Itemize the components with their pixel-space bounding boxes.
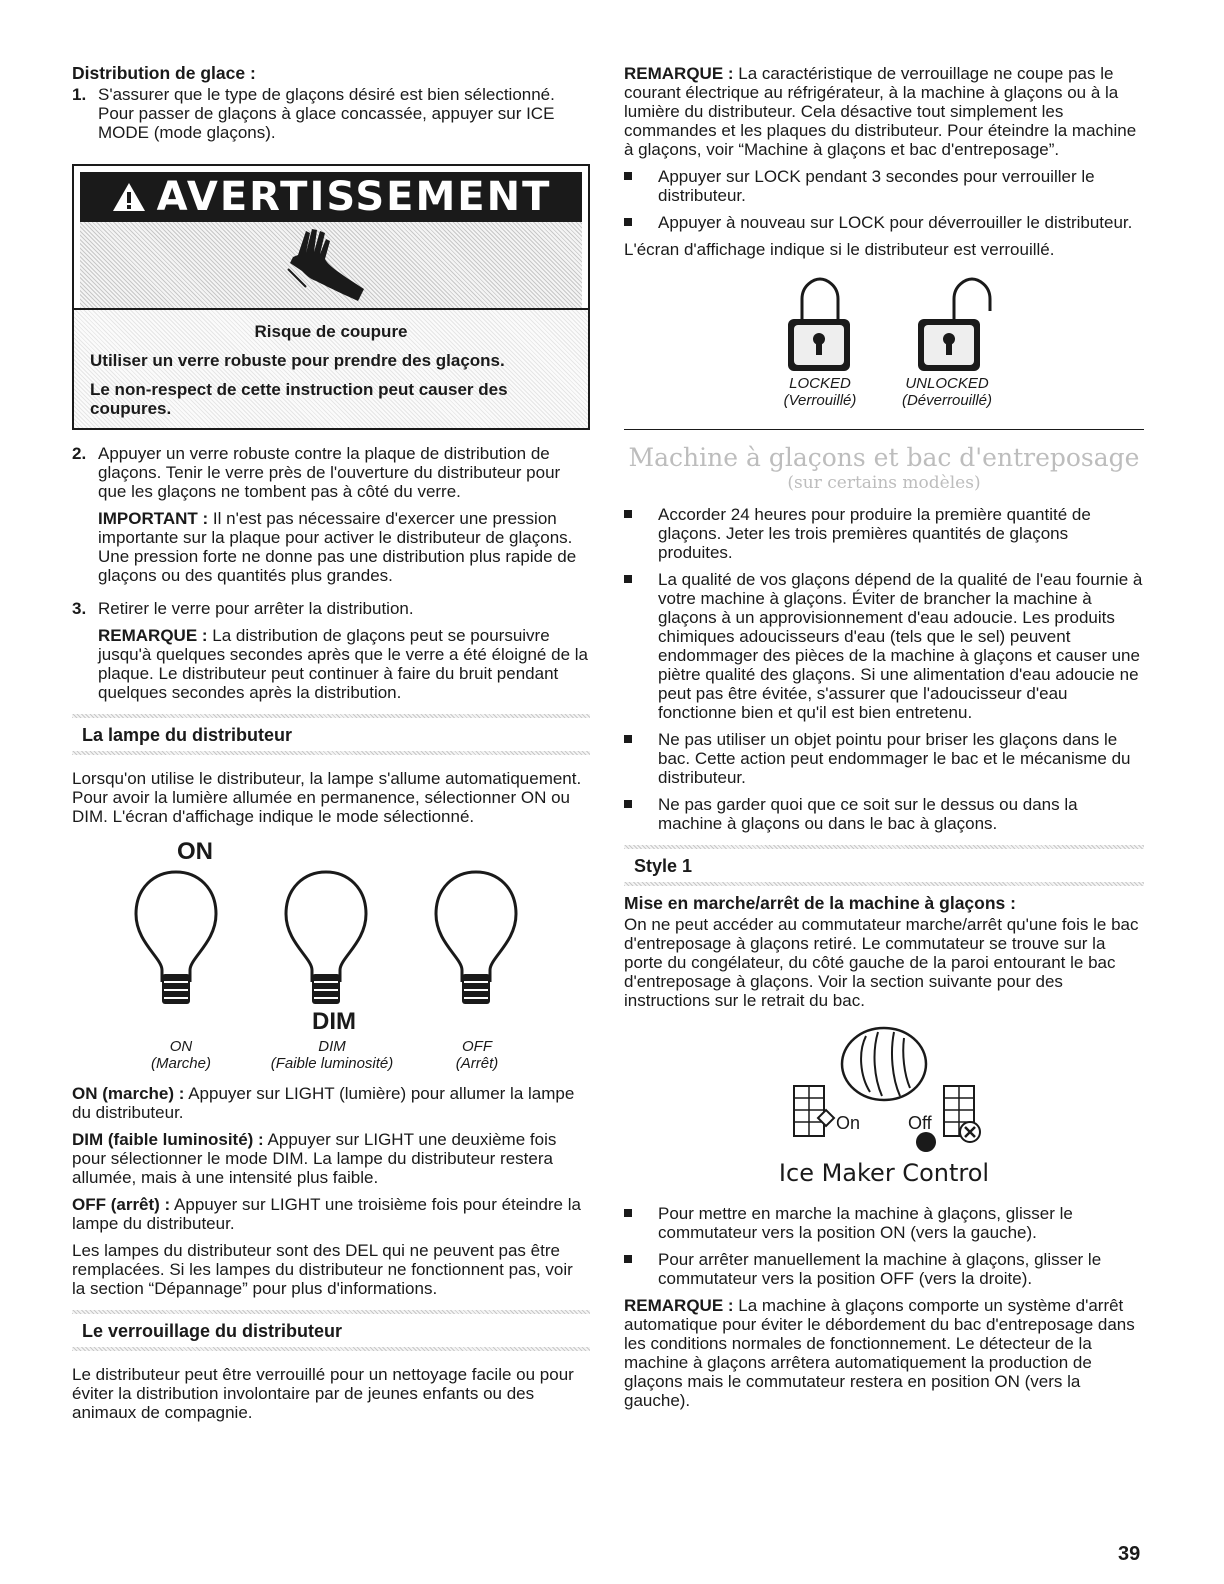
bulb-dim-label: DIM xyxy=(312,1008,356,1035)
warning-title: AVERTISSEMENT xyxy=(156,173,552,220)
step-1-number: 1. xyxy=(72,85,87,104)
warning-risk: Risque de coupure xyxy=(254,322,408,341)
ice-bin-on-icon xyxy=(794,1086,834,1136)
bulb-figure xyxy=(72,834,590,1070)
ice-bullet-1: Accorder 24 heures pour produire la première quantité de glaçons. Jeter les trois premières quantités de glaçons produites. xyxy=(624,505,1144,562)
style-heading: Style 1 xyxy=(634,856,693,876)
warning-triangle-icon xyxy=(111,181,147,213)
lock-heading: Le verrouillage du distributeur xyxy=(82,1321,343,1341)
lock-bullet-2: Appuyer à nouveau sur LOCK pour déverrouiller le distributeur. xyxy=(624,213,1144,232)
ice-bin-off-icon xyxy=(944,1086,980,1142)
remarque-label: REMARQUE : xyxy=(98,626,208,645)
page-number: 39 xyxy=(1118,1543,1141,1565)
dim-description: DIM (faible luminosité) : Appuyer sur LIGHT une deuxième fois pour sélectionner le mode DIM. La lampe du distributeur restera allumée, mais à une intensité plus faible. xyxy=(72,1130,557,1187)
lamp-text: Lorsqu'on utilise le distributeur, la lampe s'allume automatiquement. Pour avoir la lumière allumée en permanence, sélectionner ON ou DIM. L'écran d'affichage indique le mode sélectionné. xyxy=(72,769,582,826)
control-bullet-1: Pour mettre en marche la machine à glaçons, glisser le commutateur vers la position ON (vers la gauche). xyxy=(624,1204,1144,1242)
bulb-caption-on: ON (Marche) xyxy=(150,1038,211,1072)
important-label: IMPORTANT : xyxy=(98,509,209,528)
lock-remarque: REMARQUE : La caractéristique de verrouillage ne coupe pas le courant électrique au réfrigérateur, à la machine à glaçons ou à la lumière du distributeur. Cela désactive tout simplement les commandes et les plaques du distributeur. Pour éteindre la machine à glaçons, voir “Machine à glaçons et bac d'entreposage”. xyxy=(624,64,1137,159)
remarque-text: La distribution de glaçons peut se poursuivre jusqu'à quelques secondes après que le verre a été éloigné de la plaque. Le distributeur peut continuer à faire du bruit pendant quelques secondes après la distribution. xyxy=(98,626,588,702)
bulb-caption-off: OFF (Arrêt) xyxy=(455,1038,499,1072)
lock-subheading xyxy=(72,1310,590,1351)
ice-bullet-2: La qualité de vos glaçons dépend de la qualité de l'eau fournie à votre machine à glaçons. Éviter de brancher la machine à glaçons à un approvisionnement d'eau adoucie. Les produits chimiques adoucisseurs d'eau (tels que le sel) peuvent endommager des pièces de la machine à glaçons et causer une piètre qualité des glaçons. Si une alimentation d'eau adoucie ne peut pas être évitée, s'assurer que l'adoucisseur d'eau fonctionne bien et qu'il est bien entretenu. xyxy=(624,570,1144,722)
warning-header xyxy=(80,172,582,222)
lock-figure xyxy=(624,267,1144,417)
step-3-note xyxy=(98,626,590,702)
step-3-text: Retirer le verre pour arrêter la distribution. xyxy=(98,599,414,618)
del-note: Les lampes du distributeur sont des DEL qui ne peuvent pas être remplacées. Si les lampes du distributeur ne fonctionnent pas, voir la section “Dépannage” pour plus d'informations. xyxy=(72,1241,573,1298)
lamp-subheading xyxy=(72,714,590,755)
bulb-on-label: ON xyxy=(177,838,213,865)
control-on-label: On xyxy=(836,1113,861,1133)
control-title: Ice Maker Control xyxy=(778,1159,990,1187)
locked-padlock-icon xyxy=(788,279,850,371)
right-column xyxy=(624,64,1144,1418)
warning-box xyxy=(72,164,590,430)
section-subtitle: (sur certains modèles) xyxy=(787,473,981,493)
final-remarque: REMARQUE : La machine à glaçons comporte un système d'arrêt automatique pour éviter le débordement du bac d'entreposage dans les conditions normales de fonctionnement. Le détecteur de la machine à glaçons arrêtera automatiquement la production de glaçons mais le commutateur restera en position ON (vers la gauche). xyxy=(624,1296,1135,1410)
control-bullet-2: Pour arrêter manuellement la machine à glaçons, glisser le commutateur vers la position OFF (vers la droite). xyxy=(624,1250,1144,1288)
section-title: Machine à glaçons et bac d'entreposage xyxy=(628,443,1140,472)
control-off-label: Off xyxy=(908,1113,932,1133)
lock-bullet-1: Appuyer sur LOCK pendant 3 secondes pour verrouiller le distributeur. xyxy=(624,167,1144,205)
lock-display-text: L'écran d'affichage indique si le distributeur est verrouillé. xyxy=(624,240,1055,259)
ice-bullet-4: Ne pas garder quoi que ce soit sur le dessus ou dans la machine à glaçons ou dans le bac à glaçons. xyxy=(624,795,1144,833)
bulb-off-icon xyxy=(436,872,516,1004)
ice-maker-switch-icon xyxy=(774,1022,994,1162)
onoff-heading: Mise en marche/arrêt de la machine à glaçons : xyxy=(624,893,1016,913)
step-2-number: 2. xyxy=(72,444,87,463)
ice-dispensing-heading: Distribution de glace : xyxy=(72,63,256,83)
important-text: Il n'est pas nécessaire d'exercer une pression importante sur la plaque pour activer le distributeur de glaçons. Une pression forte ne donne pas une distribution plus rapide de glaçons ou des quantités plus grandes. xyxy=(98,509,577,585)
unlocked-caption: UNLOCKED (Déverrouillé) xyxy=(901,375,993,409)
bulb-caption-dim: DIM (Faible luminosité) xyxy=(270,1038,394,1072)
ice-maker-control-figure xyxy=(624,1018,1144,1194)
on-description: ON (marche) : Appuyer sur LIGHT (lumière) pour allumer la lampe du distributeur. xyxy=(72,1084,575,1122)
ice-bullet-3: Ne pas utiliser un objet pointu pour briser les glaçons dans le bac. Cette action peut endommager le bac et le mécanisme du distributeur. xyxy=(624,730,1144,787)
step-2-text: Appuyer un verre robuste contre la plaque de distribution de glaçons. Tenir le verre près de l'ouverture du distributeur pour que les glaçons ne tombent pas à côté du verre. xyxy=(98,444,561,501)
bulb-on-icon xyxy=(136,872,216,1004)
step-1-text: S'assurer que le type de glaçons désiré est bien sélectionné. Pour passer de glaçons à glace concassée, appuyer sur ICE MODE (mode glaçons). xyxy=(98,85,555,142)
bulb-icons xyxy=(132,870,572,1010)
lamp-heading: La lampe du distributeur xyxy=(82,725,293,745)
warning-body xyxy=(74,308,588,428)
left-column xyxy=(72,64,590,1430)
cut-hand-icon xyxy=(276,225,386,305)
step-3 xyxy=(72,599,590,702)
bulb-dim-icon xyxy=(286,872,366,1004)
warning-line-1: Utiliser un verre robuste pour prendre des glaçons. xyxy=(90,351,505,370)
section-divider xyxy=(624,429,1144,430)
step-2 xyxy=(72,444,590,593)
onoff-text: On ne peut accéder au commutateur marche/arrêt qu'une fois le bac d'entreposage à glaçons retiré. Le commutateur se trouve sur la porte du congélateur, du côté gauche de la paroi entourant le bac d'entreposage à glaçons. Voir la section suivante pour des instructions sur le retrait du bac. xyxy=(624,915,1139,1010)
off-description: OFF (arrêt) : Appuyer sur LIGHT une troisième fois pour éteindre la lampe du distributeur. xyxy=(72,1195,581,1233)
locked-caption: LOCKED (Verrouillé) xyxy=(783,375,857,409)
step-3-number: 3. xyxy=(72,599,87,618)
switch-knob-icon xyxy=(916,1132,936,1152)
lock-icons xyxy=(784,277,1004,377)
style-subheading xyxy=(624,845,1144,886)
warning-image-area xyxy=(80,222,582,308)
unlocked-padlock-icon xyxy=(918,279,990,371)
lock-text: Le distributeur peut être verrouillé pour un nettoyage facile ou pour éviter la distribution involontaire par de jeunes enfants ou des animaux de compagnie. xyxy=(72,1365,574,1422)
step-1 xyxy=(72,85,590,142)
warning-line-2: Le non-respect de cette instruction peut causer des coupures. xyxy=(90,380,508,418)
important-note xyxy=(98,509,590,585)
